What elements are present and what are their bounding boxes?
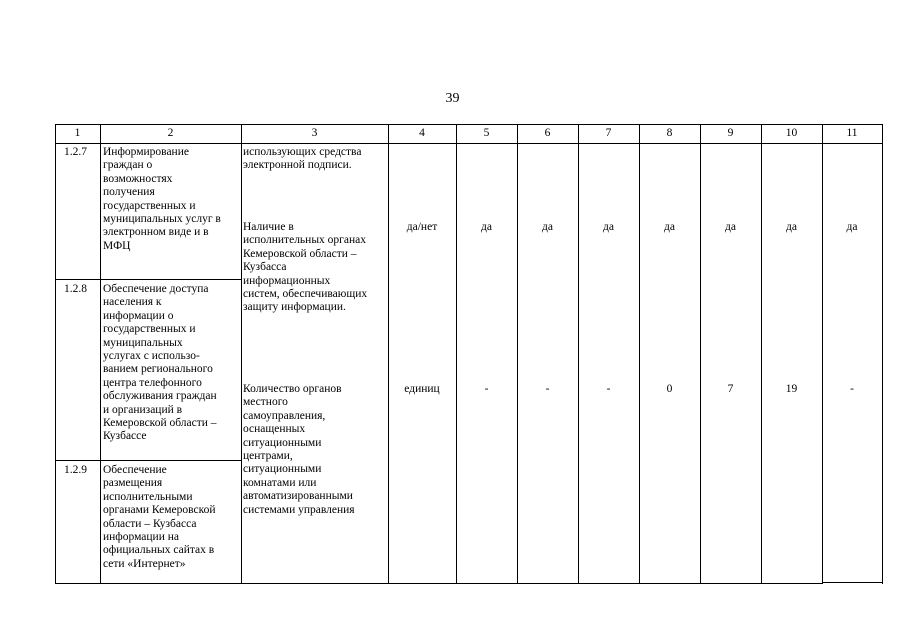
col-border-10 (822, 124, 823, 584)
header-col-10: 10 (785, 127, 798, 139)
indicator-2-value-col10: 19 (785, 383, 798, 395)
table-bottom-border (55, 583, 822, 584)
name-line: получения (103, 186, 155, 199)
indicator-1-text (243, 221, 367, 315)
indicator-line: местного (243, 396, 288, 409)
indicator-line: использующих средства (243, 146, 362, 158)
header-col-11: 11 (846, 127, 858, 139)
indicator-2-value-col5: - (484, 383, 489, 395)
name-line: центра телефонного (103, 376, 202, 389)
indicator-line: Кемеровской области – (243, 247, 357, 260)
col-border-11 (882, 124, 883, 584)
name-line: возможностях (103, 172, 173, 185)
header-col-3: 3 (311, 127, 318, 139)
indicator-line: Наличие в (243, 221, 294, 233)
indicator-2-text (243, 383, 355, 517)
header-bottom-border (55, 143, 883, 144)
indicator-1-value-col6: да (542, 221, 553, 233)
name-line: государственных и (103, 199, 196, 212)
indicator-line: оснащенных (243, 423, 306, 436)
name-line: обслуживания граждан (103, 390, 217, 403)
row-number-1-2-9: 1.2.9 (64, 464, 87, 476)
name-line: официальных сайтах в (103, 544, 215, 557)
indicator-line: Количество органов (243, 383, 342, 395)
header-col-9: 9 (727, 127, 734, 139)
indicator-2-value-col8: 0 (666, 383, 673, 395)
row-name-1-2-7 (103, 146, 221, 253)
col-border-4 (456, 124, 457, 584)
name-line: государственных и (103, 323, 196, 336)
name-line: населения к (103, 296, 162, 309)
name-line: размещения (103, 477, 163, 490)
name-line: информации о (103, 309, 174, 322)
col-border-8 (700, 124, 701, 584)
indicator-line: защиту информации. (243, 301, 346, 314)
page-number: 39 (445, 91, 460, 106)
indicator-1-value-col11: да (846, 221, 858, 233)
indicator-line: исполнительных органах (243, 234, 367, 247)
indicator-line: ситуационными (243, 436, 322, 449)
indicator-2-value-col11: - (850, 383, 854, 395)
name-line: ванием регионального (103, 363, 213, 376)
name-line: области – Кузбасса (103, 517, 197, 530)
col-border-0 (55, 124, 56, 584)
row-name-1-2-9 (103, 464, 215, 571)
name-line: органами Кемеровской (103, 504, 216, 517)
name-line: сети «Интернет» (103, 557, 186, 570)
name-line: и организаций в (103, 403, 183, 416)
name-line: электронном виде и в (103, 226, 209, 239)
col-border-1 (100, 124, 101, 584)
header-col-2: 2 (167, 127, 174, 139)
row-divider-2 (55, 460, 241, 461)
name-line: граждан о (103, 159, 153, 172)
name-line: исполнительными (103, 490, 193, 503)
name-line: услугах с использо- (103, 350, 200, 363)
header-col-5: 5 (483, 127, 490, 139)
header-col-6: 6 (544, 127, 551, 139)
col-border-9 (761, 124, 762, 584)
indicator-2-value-col6: - (545, 383, 550, 395)
indicator-1-value-col9: да (725, 221, 736, 233)
indicator-line: ситуационными (243, 463, 322, 476)
name-line: информации на (103, 531, 179, 544)
indicator-2-unit: единиц (404, 383, 440, 395)
header-col-1: 1 (74, 127, 81, 139)
indicator-line: центрами, (243, 450, 293, 463)
row-divider-1 (55, 279, 241, 280)
indicator-line: электронной подписи. (243, 159, 352, 172)
indicator-line: систем, обеспечивающих (243, 288, 368, 301)
header-col-7: 7 (605, 127, 612, 139)
indicator-line: системами управления (243, 503, 355, 516)
col-border-3 (388, 124, 389, 584)
indicator-1-value-col7: да (603, 221, 614, 233)
indicator-line: Кузбасса (243, 261, 287, 274)
indicator-line: информационных (243, 274, 331, 287)
indicator-line: автоматизированными (243, 490, 353, 503)
indicator-1-value-col8: да (664, 221, 675, 233)
table-bottom-border-end (822, 582, 883, 583)
indicator-line: комнатами или (243, 476, 317, 489)
header-col-8: 8 (666, 127, 673, 139)
header-col-4: 4 (419, 127, 425, 139)
name-line: МФЦ (103, 239, 131, 252)
name-line: Кемеровской области – (103, 417, 217, 430)
name-line: Обеспечение (103, 464, 167, 476)
row-name-1-2-8 (103, 283, 217, 444)
col-border-2 (241, 124, 242, 584)
row-number-1-2-7: 1.2.7 (64, 146, 87, 158)
indicator-line: самоуправления, (243, 409, 326, 422)
indicator-2-value-col7: - (606, 383, 611, 395)
indicator-1-unit: да/нет (406, 221, 438, 233)
indicator-continued-text (243, 146, 361, 173)
row-number-1-2-8: 1.2.8 (64, 283, 87, 295)
indicator-1-value-col5: да (481, 221, 492, 233)
col-border-5 (517, 124, 518, 584)
indicator-2-value-col9: 7 (727, 383, 734, 395)
name-line: муниципальных услуг в (103, 213, 221, 226)
name-line: Кузбассе (103, 430, 147, 443)
name-line: муниципальных (103, 336, 183, 349)
indicator-table (55, 124, 883, 584)
indicator-1-value-col10: да (786, 221, 797, 233)
col-border-7 (639, 124, 640, 584)
name-line: Информирование (103, 146, 189, 158)
table-top-border (55, 124, 883, 125)
col-border-6 (578, 124, 579, 584)
name-line: Обеспечение доступа (103, 283, 209, 295)
